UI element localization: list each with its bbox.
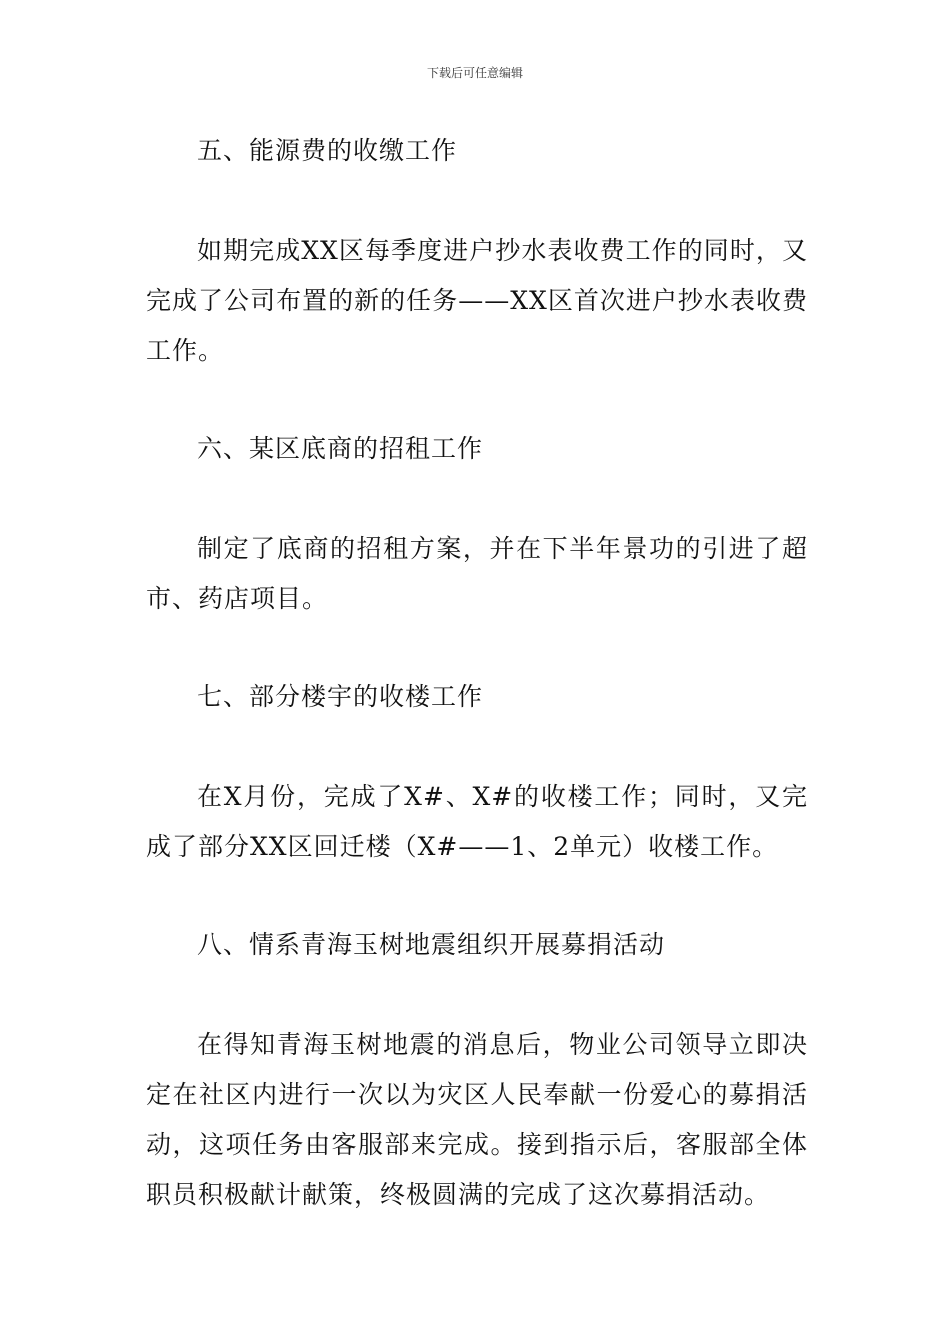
spacer bbox=[146, 872, 808, 920]
spacer bbox=[146, 970, 808, 1020]
section-heading: 七、部分楼宇的收楼工作 bbox=[197, 682, 484, 711]
section-heading: 五、能源费的收缴工作 bbox=[197, 136, 458, 165]
header-note: 下载后可任意编辑 bbox=[426, 66, 523, 80]
section-paragraph: 在得知青海玉树地震的消息后，物业公司领导立即决定在社区内进行一次以为灾区人民奉献一份爱心的募捐活动，这项任务由客服部来完成。接到指示后，客服部全体职员积极献计献策，终极圆满的完成了这次募捐活动。 bbox=[146, 1030, 808, 1209]
section-paragraph: 如期完成XX区每季度进户抄水表收费工作的同时，又完成了公司布置的新的任务——XX区首次进户抄水表收费工作。 bbox=[146, 236, 808, 365]
spacer bbox=[146, 176, 808, 226]
section-paragraph: 在X月份，完成了X#、X#的收楼工作；同时，又完成了部分XX区回迁楼（X#——1、2单元）收楼工作。 bbox=[146, 782, 808, 861]
spacer bbox=[146, 722, 808, 772]
section-paragraph: 制定了底商的招租方案，并在下半年景功的引进了超市、药店项目。 bbox=[146, 534, 808, 613]
spacer bbox=[146, 376, 808, 424]
spacer bbox=[146, 474, 808, 524]
section-heading: 六、某区底商的招租工作 bbox=[197, 434, 484, 463]
document-body bbox=[146, 126, 808, 1220]
spacer bbox=[146, 624, 808, 672]
section-heading: 八、情系青海玉树地震组织开展募捐活动 bbox=[197, 930, 666, 959]
